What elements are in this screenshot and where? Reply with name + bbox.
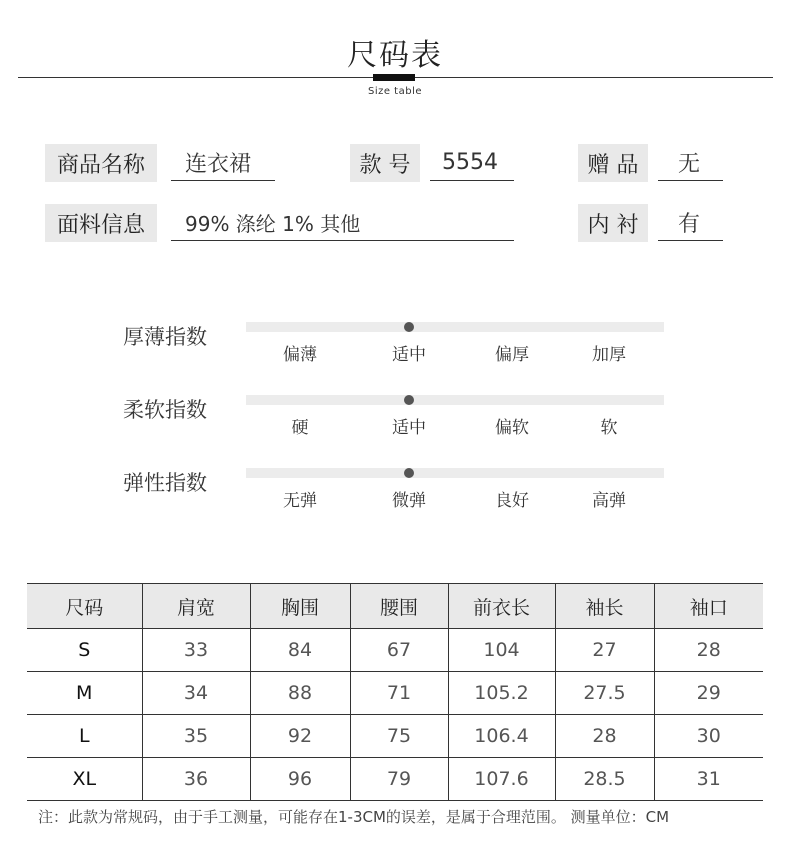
column-header: 胸围 xyxy=(250,584,350,629)
style-no-label: 款 号 xyxy=(350,144,420,182)
table-cell: 28 xyxy=(654,629,763,672)
page-title: 尺码表 xyxy=(347,38,443,73)
table-cell: 104 xyxy=(448,629,555,672)
product-name-value: 连衣裙 xyxy=(171,145,275,181)
table-cell: 79 xyxy=(350,758,448,801)
page-subtitle: Size table xyxy=(367,86,423,97)
table-row xyxy=(27,758,763,801)
index-option: 软 xyxy=(600,418,618,438)
index-title: 厚薄指数 xyxy=(123,325,207,349)
table-cell: S xyxy=(27,629,142,672)
table-cell: 31 xyxy=(654,758,763,801)
index-option: 适中 xyxy=(392,345,426,365)
column-header: 腰围 xyxy=(350,584,448,629)
table-header-row xyxy=(27,584,763,629)
index-option: 加厚 xyxy=(592,345,626,365)
table-cell: 36 xyxy=(142,758,250,801)
table-cell: 106.4 xyxy=(448,715,555,758)
index-marker xyxy=(404,468,414,478)
table-cell: 107.6 xyxy=(448,758,555,801)
gift-value: 无 xyxy=(658,145,723,181)
table-cell: 92 xyxy=(250,715,350,758)
table-cell: 29 xyxy=(654,672,763,715)
table-cell: 96 xyxy=(250,758,350,801)
column-header: 袖口 xyxy=(654,584,763,629)
table-cell: 27.5 xyxy=(555,672,654,715)
product-name-label: 商品名称 xyxy=(45,144,157,182)
index-option: 适中 xyxy=(392,418,426,438)
table-cell: 75 xyxy=(350,715,448,758)
column-header: 袖长 xyxy=(555,584,654,629)
table-cell: 28 xyxy=(555,715,654,758)
index-option: 微弹 xyxy=(392,491,426,511)
index-marker xyxy=(404,395,414,405)
table-cell: L xyxy=(27,715,142,758)
fabric-label: 面料信息 xyxy=(45,204,157,242)
title-accent-bar xyxy=(373,74,415,81)
table-cell: 105.2 xyxy=(448,672,555,715)
table-cell: 84 xyxy=(250,629,350,672)
index-track xyxy=(246,395,664,405)
index-option: 偏厚 xyxy=(495,345,529,365)
column-header: 尺码 xyxy=(27,584,142,629)
index-option: 偏薄 xyxy=(283,345,317,365)
index-title: 弹性指数 xyxy=(123,471,207,495)
fabric-value: 99% 涤纶 1% 其他 xyxy=(171,205,514,241)
column-header: 肩宽 xyxy=(142,584,250,629)
table-cell: 88 xyxy=(250,672,350,715)
table-cell: 28.5 xyxy=(555,758,654,801)
index-option: 高弹 xyxy=(592,491,626,511)
table-cell: 30 xyxy=(654,715,763,758)
gift-label: 赠 品 xyxy=(578,144,648,182)
table-row xyxy=(27,672,763,715)
index-track xyxy=(246,322,664,332)
table-row xyxy=(27,629,763,672)
table-cell: 35 xyxy=(142,715,250,758)
index-track xyxy=(246,468,664,478)
index-option: 硬 xyxy=(291,418,309,438)
index-option: 良好 xyxy=(495,491,529,511)
table-cell: 67 xyxy=(350,629,448,672)
index-option: 偏软 xyxy=(495,418,529,438)
table-cell: XL xyxy=(27,758,142,801)
table-cell: 71 xyxy=(350,672,448,715)
size-table xyxy=(27,583,763,801)
index-option: 无弹 xyxy=(283,491,317,511)
column-header: 前衣长 xyxy=(448,584,555,629)
lining-value: 有 xyxy=(658,205,723,241)
index-title: 柔软指数 xyxy=(123,398,207,422)
table-cell: 34 xyxy=(142,672,250,715)
table-cell: 27 xyxy=(555,629,654,672)
table-cell: 33 xyxy=(142,629,250,672)
style-no-value: 5554 xyxy=(430,145,514,181)
lining-label: 内 衬 xyxy=(578,204,648,242)
table-row xyxy=(27,715,763,758)
table-cell: M xyxy=(27,672,142,715)
measurement-note: 注：此款为常规码，由于手工测量，可能存在1-3CM的误差，是属于合理范围。 测量单位：CM xyxy=(38,808,670,826)
index-marker xyxy=(404,322,414,332)
